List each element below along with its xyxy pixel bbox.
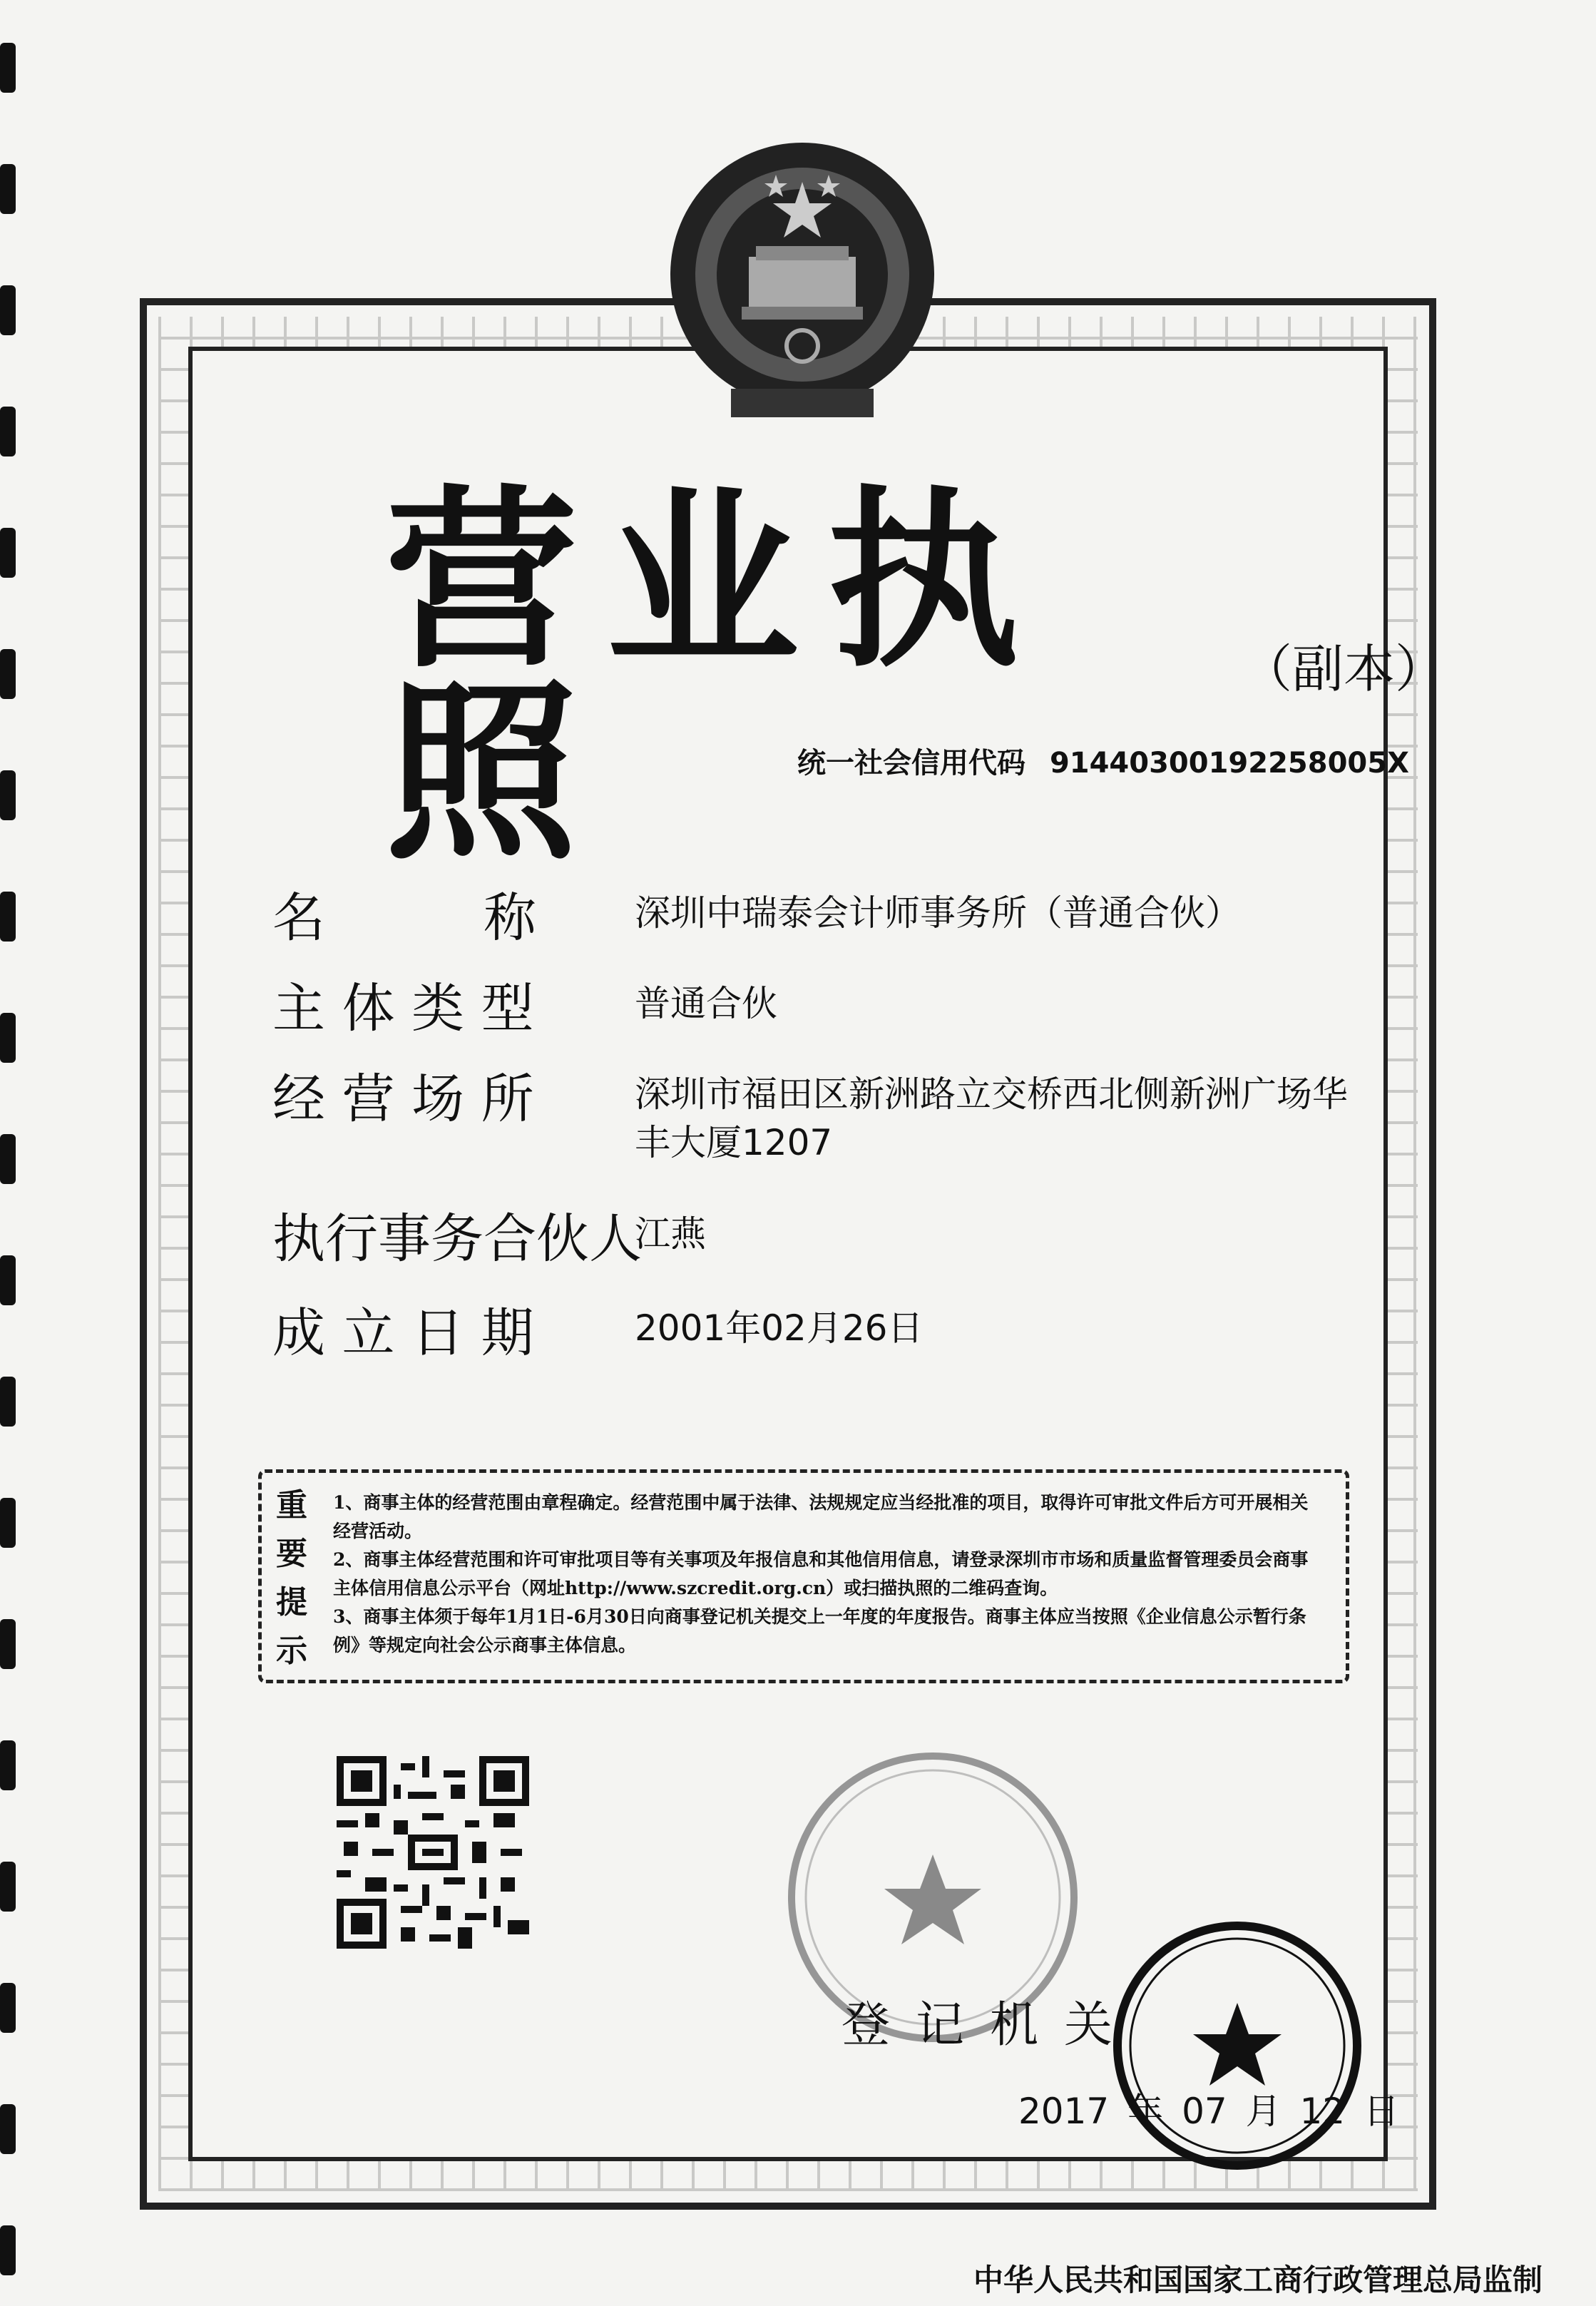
field-label: 经 营 场 所	[272, 1068, 534, 1130]
national-emblem-icon	[663, 132, 941, 435]
credit-code-row	[797, 740, 1409, 781]
issue-day-unit: 日	[1364, 2091, 1400, 2132]
field-label: 主 体 类 型	[272, 978, 534, 1039]
field-value: 2001年02月26日	[635, 1307, 924, 1349]
binding-holes	[0, 0, 26, 2306]
license-subtitle: （副本）	[1241, 639, 1447, 699]
field-label: 成 立 日 期	[272, 1302, 534, 1364]
authority-seal-icon	[1109, 1917, 1366, 2174]
field-value: 深圳市福田区新洲路立交桥西北侧新洲广场华丰大厦1207	[635, 1073, 1348, 1163]
license-title: 营业执照	[385, 469, 1048, 886]
notice-heading: 重要提示	[276, 1487, 307, 1669]
field-value: 普通合伙	[635, 983, 777, 1024]
important-notice-box	[258, 1469, 1349, 1683]
issue-date	[1018, 2083, 1406, 2134]
credit-code-value: 91440300192258005X	[1049, 747, 1409, 780]
field-entity-type	[272, 966, 777, 1042]
field-business-address	[272, 1057, 1348, 1163]
field-value: 深圳中瑞泰会计师事务所（普通合伙）	[635, 892, 1241, 934]
field-label: 名 称	[272, 887, 536, 949]
issue-day: 12	[1299, 2091, 1346, 2132]
registration-authority-label: 登记机关	[842, 1997, 1139, 2054]
credit-code-label: 统一社会信用代码	[797, 747, 1025, 780]
qr-code-icon	[337, 1756, 529, 1949]
notice-body	[333, 1489, 1324, 1660]
field-executive-partner	[272, 1197, 706, 1272]
supervision-footer: 中华人民共和国国家工商行政管理总局监制	[973, 2262, 1543, 2297]
field-value: 江燕	[635, 1213, 706, 1255]
field-name	[272, 876, 1241, 952]
notice-item: 2、商事主体经营范围和许可审批项目等有关事项及年报信息和其他信用信息，请登录深圳市市场和质量监督管理委员会商事主体信用信息公示平台（网址http://www.szcredit.org.cn）或扫描执照的二维码查询。	[333, 1549, 1309, 1598]
field-label: 执行事务合伙人	[272, 1208, 642, 1270]
notice-item: 1、商事主体的经营范围由章程确定。经营范围中属于法律、法规规定应当经批准的项目，取得许可审批文件后方可开展相关经营活动。	[333, 1492, 1309, 1541]
notice-item: 3、商事主体须于每年1月1日-6月30日向商事登记机关提交上一年度的年度报告。商事主体应当按照《企业信息公示暂行条例》等规定向社会公示商事主体信息。	[333, 1606, 1306, 1655]
issue-month-unit: 月	[1245, 2091, 1282, 2132]
issue-year: 2017	[1018, 2091, 1110, 2132]
issue-month: 07	[1182, 2091, 1227, 2132]
issue-year-unit: 年	[1127, 2091, 1164, 2132]
field-established-date	[272, 1291, 924, 1367]
